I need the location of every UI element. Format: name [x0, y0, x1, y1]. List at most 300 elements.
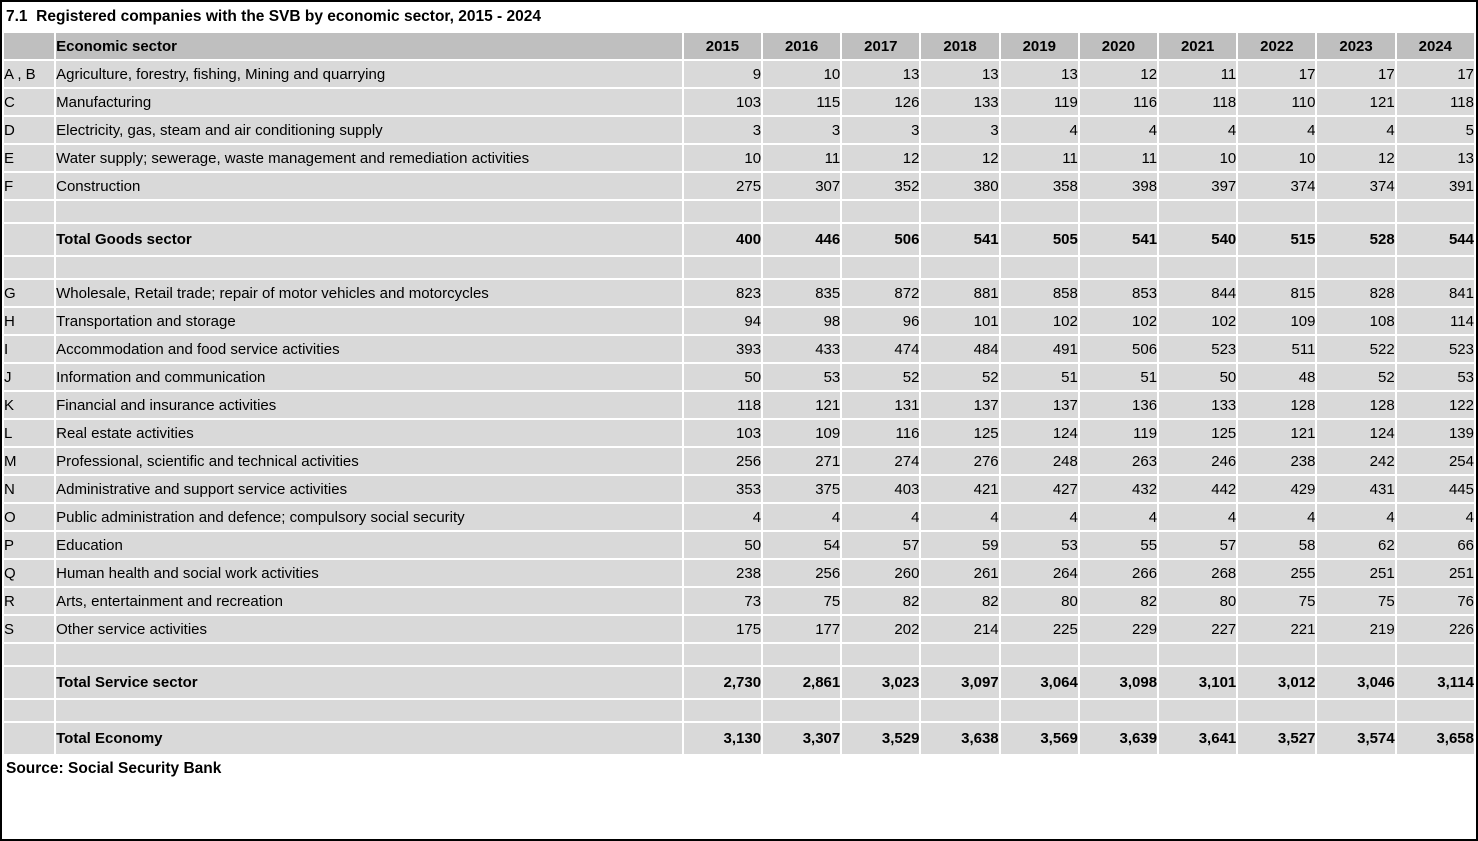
value-cell [763, 201, 840, 222]
value-cell: 263 [1080, 448, 1157, 474]
value-cell: 2,861 [763, 667, 840, 698]
value-cell: 11 [763, 145, 840, 171]
value-cell [684, 257, 761, 278]
value-cell: 57 [1159, 532, 1236, 558]
value-cell: 815 [1238, 280, 1315, 306]
value-cell: 48 [1238, 364, 1315, 390]
value-cell [1159, 700, 1236, 721]
value-cell: 522 [1317, 336, 1394, 362]
value-cell: 119 [1001, 89, 1078, 115]
value-cell: 828 [1317, 280, 1394, 306]
value-cell: 4 [763, 504, 840, 530]
value-cell: 307 [763, 173, 840, 199]
value-cell: 94 [684, 308, 761, 334]
value-cell: 58 [1238, 532, 1315, 558]
total-row [4, 224, 1474, 255]
value-cell: 4 [1238, 117, 1315, 143]
value-cell [684, 201, 761, 222]
sector-label-cell [56, 700, 682, 721]
value-cell: 53 [763, 364, 840, 390]
sector-code-cell [4, 257, 54, 278]
sector-label-cell: Arts, entertainment and recreation [56, 588, 682, 614]
value-cell: 109 [1238, 308, 1315, 334]
value-cell: 375 [763, 476, 840, 502]
value-cell: 103 [684, 89, 761, 115]
value-cell: 2,730 [684, 667, 761, 698]
value-cell: 266 [1080, 560, 1157, 586]
value-cell: 124 [1317, 420, 1394, 446]
value-cell: 76 [1397, 588, 1474, 614]
value-cell: 13 [1001, 61, 1078, 87]
value-cell: 66 [1397, 532, 1474, 558]
value-cell: 137 [921, 392, 998, 418]
value-cell: 506 [842, 224, 919, 255]
sector-code-cell: M [4, 448, 54, 474]
year-header-2022: 2022 [1238, 33, 1315, 59]
sector-label-cell: Total Goods sector [56, 224, 682, 255]
value-cell: 125 [1159, 420, 1236, 446]
value-cell: 3,569 [1001, 723, 1078, 754]
value-cell: 10 [1238, 145, 1315, 171]
spacer-row [4, 201, 1474, 222]
value-cell: 102 [1080, 308, 1157, 334]
value-cell [1238, 700, 1315, 721]
value-cell: 13 [842, 61, 919, 87]
value-cell: 175 [684, 616, 761, 642]
value-cell: 4 [921, 504, 998, 530]
value-cell: 3 [842, 117, 919, 143]
value-cell: 3,012 [1238, 667, 1315, 698]
value-cell: 3 [684, 117, 761, 143]
value-cell: 11 [1080, 145, 1157, 171]
value-cell: 53 [1001, 532, 1078, 558]
value-cell: 844 [1159, 280, 1236, 306]
value-cell [763, 257, 840, 278]
value-cell: 12 [1317, 145, 1394, 171]
value-cell: 445 [1397, 476, 1474, 502]
value-cell: 541 [1080, 224, 1157, 255]
table-row [4, 448, 1474, 474]
value-cell [1080, 257, 1157, 278]
sector-code-cell: D [4, 117, 54, 143]
table-row [4, 280, 1474, 306]
value-cell: 5 [1397, 117, 1474, 143]
value-cell: 274 [842, 448, 919, 474]
value-cell [1317, 644, 1394, 665]
value-cell: 116 [842, 420, 919, 446]
value-cell: 126 [842, 89, 919, 115]
spacer-row [4, 257, 1474, 278]
value-cell: 13 [1397, 145, 1474, 171]
value-cell: 474 [842, 336, 919, 362]
value-cell: 219 [1317, 616, 1394, 642]
year-header-2015: 2015 [684, 33, 761, 59]
sector-code-cell: O [4, 504, 54, 530]
value-cell: 114 [1397, 308, 1474, 334]
table-row [4, 532, 1474, 558]
value-cell: 75 [1317, 588, 1394, 614]
value-cell: 4 [1001, 117, 1078, 143]
spacer-row [4, 644, 1474, 665]
value-cell [1238, 257, 1315, 278]
value-cell: 255 [1238, 560, 1315, 586]
value-cell: 50 [684, 532, 761, 558]
value-cell [1397, 644, 1474, 665]
value-cell: 17 [1238, 61, 1315, 87]
economic-sector-header: Economic sector [56, 33, 682, 59]
value-cell [1317, 700, 1394, 721]
value-cell: 353 [684, 476, 761, 502]
value-cell: 3,307 [763, 723, 840, 754]
value-cell: 380 [921, 173, 998, 199]
value-cell: 3,046 [1317, 667, 1394, 698]
table-row [4, 145, 1474, 171]
value-cell: 523 [1397, 336, 1474, 362]
table-row [4, 588, 1474, 614]
value-cell: 50 [684, 364, 761, 390]
sector-label-cell: Administrative and support service activities [56, 476, 682, 502]
value-cell: 358 [1001, 173, 1078, 199]
sector-label-cell: Financial and insurance activities [56, 392, 682, 418]
spacer-row [4, 700, 1474, 721]
value-cell [1001, 700, 1078, 721]
value-cell: 54 [763, 532, 840, 558]
sector-label-cell: Water supply; sewerage, waste management and remediation activities [56, 145, 682, 171]
value-cell [684, 644, 761, 665]
value-cell: 275 [684, 173, 761, 199]
value-cell: 202 [842, 616, 919, 642]
table-row [4, 420, 1474, 446]
value-cell: 841 [1397, 280, 1474, 306]
value-cell: 403 [842, 476, 919, 502]
value-cell: 442 [1159, 476, 1236, 502]
value-cell: 96 [842, 308, 919, 334]
value-cell: 52 [1317, 364, 1394, 390]
value-cell: 118 [684, 392, 761, 418]
value-cell: 3,638 [921, 723, 998, 754]
value-cell: 3 [763, 117, 840, 143]
value-cell: 246 [1159, 448, 1236, 474]
table-row [4, 504, 1474, 530]
sector-label-cell: Electricity, gas, steam and air conditioning supply [56, 117, 682, 143]
value-cell [921, 700, 998, 721]
value-cell: 823 [684, 280, 761, 306]
value-cell: 4 [1317, 117, 1394, 143]
sector-label-cell [56, 257, 682, 278]
value-cell [842, 700, 919, 721]
value-cell: 427 [1001, 476, 1078, 502]
value-cell: 101 [921, 308, 998, 334]
value-cell [1159, 257, 1236, 278]
value-cell [1238, 644, 1315, 665]
value-cell: 853 [1080, 280, 1157, 306]
sector-label-cell: Public administration and defence; compulsory social security [56, 504, 682, 530]
sector-code-cell [4, 224, 54, 255]
sector-code-cell: F [4, 173, 54, 199]
sector-label-cell: Transportation and storage [56, 308, 682, 334]
value-cell: 515 [1238, 224, 1315, 255]
sector-label-cell: Total Service sector [56, 667, 682, 698]
table-row [4, 336, 1474, 362]
sector-code-cell [4, 700, 54, 721]
sector-label-cell: Total Economy [56, 723, 682, 754]
value-cell: 544 [1397, 224, 1474, 255]
value-cell: 73 [684, 588, 761, 614]
value-cell: 109 [763, 420, 840, 446]
value-cell: 271 [763, 448, 840, 474]
sector-label-cell: Accommodation and food service activities [56, 336, 682, 362]
value-cell: 12 [842, 145, 919, 171]
value-cell: 511 [1238, 336, 1315, 362]
value-cell [842, 257, 919, 278]
value-cell: 393 [684, 336, 761, 362]
sector-code-cell: S [4, 616, 54, 642]
value-cell [1080, 201, 1157, 222]
sector-label-cell: Professional, scientific and technical activities [56, 448, 682, 474]
value-cell: 57 [842, 532, 919, 558]
value-cell: 4 [1238, 504, 1315, 530]
value-cell: 131 [842, 392, 919, 418]
value-cell: 3,023 [842, 667, 919, 698]
value-cell [921, 201, 998, 222]
value-cell: 3,130 [684, 723, 761, 754]
table-row [4, 308, 1474, 334]
value-cell: 4 [1080, 504, 1157, 530]
value-cell: 137 [1001, 392, 1078, 418]
value-cell: 136 [1080, 392, 1157, 418]
value-cell: 251 [1317, 560, 1394, 586]
sector-label-cell: Construction [56, 173, 682, 199]
value-cell: 53 [1397, 364, 1474, 390]
value-cell: 431 [1317, 476, 1394, 502]
value-cell: 125 [921, 420, 998, 446]
value-cell: 75 [763, 588, 840, 614]
value-cell: 484 [921, 336, 998, 362]
table-row [4, 560, 1474, 586]
value-cell: 10 [684, 145, 761, 171]
value-cell: 276 [921, 448, 998, 474]
value-cell: 491 [1001, 336, 1078, 362]
sector-code-cell: C [4, 89, 54, 115]
value-cell: 12 [1080, 61, 1157, 87]
year-header-2016: 2016 [763, 33, 840, 59]
sector-code-cell: G [4, 280, 54, 306]
value-cell: 62 [1317, 532, 1394, 558]
value-cell [921, 257, 998, 278]
sector-code-cell: A , B [4, 61, 54, 87]
value-cell: 4 [684, 504, 761, 530]
value-cell: 248 [1001, 448, 1078, 474]
value-cell: 110 [1238, 89, 1315, 115]
sector-code-cell: I [4, 336, 54, 362]
year-header-2020: 2020 [1080, 33, 1157, 59]
table-row [4, 364, 1474, 390]
value-cell: 121 [763, 392, 840, 418]
sector-label-cell [56, 201, 682, 222]
value-cell: 256 [684, 448, 761, 474]
sector-label-cell: Other service activities [56, 616, 682, 642]
value-cell: 52 [842, 364, 919, 390]
value-cell: 51 [1080, 364, 1157, 390]
year-header-2019: 2019 [1001, 33, 1078, 59]
value-cell: 505 [1001, 224, 1078, 255]
value-cell: 3,101 [1159, 667, 1236, 698]
value-cell: 260 [842, 560, 919, 586]
value-cell: 352 [842, 173, 919, 199]
value-cell [1397, 257, 1474, 278]
value-cell: 80 [1159, 588, 1236, 614]
value-cell: 881 [921, 280, 998, 306]
year-header-2017: 2017 [842, 33, 919, 59]
value-cell: 4 [1159, 117, 1236, 143]
value-cell: 261 [921, 560, 998, 586]
value-cell: 374 [1317, 173, 1394, 199]
sector-label-cell: Information and communication [56, 364, 682, 390]
value-cell: 103 [684, 420, 761, 446]
value-cell: 242 [1317, 448, 1394, 474]
value-cell: 80 [1001, 588, 1078, 614]
page-title: 7.1 Registered companies with the SVB by economic sector, 2015 - 2024 [6, 8, 541, 25]
source-note: Source: Social Security Bank [6, 760, 222, 777]
value-cell: 133 [1159, 392, 1236, 418]
value-cell: 541 [921, 224, 998, 255]
value-cell: 3,098 [1080, 667, 1157, 698]
value-cell: 115 [763, 89, 840, 115]
value-cell: 268 [1159, 560, 1236, 586]
value-cell: 214 [921, 616, 998, 642]
value-cell: 397 [1159, 173, 1236, 199]
value-cell: 374 [1238, 173, 1315, 199]
sector-label-cell: Agriculture, forestry, fishing, Mining and quarrying [56, 61, 682, 87]
value-cell [1080, 644, 1157, 665]
value-cell [1001, 257, 1078, 278]
sector-code-cell [4, 723, 54, 754]
total-row [4, 667, 1474, 698]
value-cell: 9 [684, 61, 761, 87]
value-cell: 858 [1001, 280, 1078, 306]
value-cell: 872 [842, 280, 919, 306]
value-cell [684, 700, 761, 721]
table-row [4, 117, 1474, 143]
value-cell: 3,641 [1159, 723, 1236, 754]
value-cell [1238, 201, 1315, 222]
sector-label-cell [56, 644, 682, 665]
value-cell: 102 [1159, 308, 1236, 334]
sector-code-cell [4, 644, 54, 665]
value-cell: 238 [684, 560, 761, 586]
value-cell: 17 [1397, 61, 1474, 87]
year-header-2018: 2018 [921, 33, 998, 59]
value-cell: 133 [921, 89, 998, 115]
value-cell [1397, 201, 1474, 222]
table-row [4, 89, 1474, 115]
value-cell: 225 [1001, 616, 1078, 642]
value-cell: 118 [1397, 89, 1474, 115]
sector-label-cell: Wholesale, Retail trade; repair of motor vehicles and motorcycles [56, 280, 682, 306]
value-cell: 13 [921, 61, 998, 87]
sector-code-cell: E [4, 145, 54, 171]
sector-code-cell: H [4, 308, 54, 334]
value-cell: 118 [1159, 89, 1236, 115]
value-cell: 835 [763, 280, 840, 306]
value-cell: 4 [1080, 117, 1157, 143]
value-cell: 446 [763, 224, 840, 255]
value-cell: 227 [1159, 616, 1236, 642]
value-cell: 177 [763, 616, 840, 642]
value-cell: 3,639 [1080, 723, 1157, 754]
value-cell: 55 [1080, 532, 1157, 558]
sector-table [2, 31, 1476, 756]
value-cell: 52 [921, 364, 998, 390]
value-cell: 256 [763, 560, 840, 586]
value-cell [1080, 700, 1157, 721]
value-cell: 400 [684, 224, 761, 255]
value-cell: 124 [1001, 420, 1078, 446]
sector-code-cell: Q [4, 560, 54, 586]
value-cell [921, 644, 998, 665]
year-header-2021: 2021 [1159, 33, 1236, 59]
value-cell: 75 [1238, 588, 1315, 614]
value-cell: 10 [1159, 145, 1236, 171]
value-cell: 3,658 [1397, 723, 1474, 754]
value-cell: 12 [921, 145, 998, 171]
value-cell: 121 [1317, 89, 1394, 115]
value-cell [763, 700, 840, 721]
value-cell: 102 [1001, 308, 1078, 334]
value-cell: 506 [1080, 336, 1157, 362]
value-cell: 254 [1397, 448, 1474, 474]
value-cell [1397, 700, 1474, 721]
table-row [4, 61, 1474, 87]
total-row [4, 723, 1474, 754]
value-cell: 82 [1080, 588, 1157, 614]
value-cell: 540 [1159, 224, 1236, 255]
value-cell: 429 [1238, 476, 1315, 502]
sector-label-cell: Education [56, 532, 682, 558]
value-cell: 3 [921, 117, 998, 143]
value-cell [1159, 201, 1236, 222]
corner-cell [4, 33, 54, 59]
value-cell: 4 [1397, 504, 1474, 530]
sector-code-cell: R [4, 588, 54, 614]
value-cell [1001, 644, 1078, 665]
value-cell: 251 [1397, 560, 1474, 586]
value-cell: 4 [1317, 504, 1394, 530]
year-header-2023: 2023 [1317, 33, 1394, 59]
value-cell: 432 [1080, 476, 1157, 502]
value-cell: 3,114 [1397, 667, 1474, 698]
value-cell: 128 [1238, 392, 1315, 418]
value-cell: 4 [1159, 504, 1236, 530]
value-cell: 421 [921, 476, 998, 502]
value-cell: 3,064 [1001, 667, 1078, 698]
value-cell: 59 [921, 532, 998, 558]
value-cell: 11 [1001, 145, 1078, 171]
value-cell: 98 [763, 308, 840, 334]
table-header-row [4, 33, 1474, 59]
value-cell [842, 644, 919, 665]
value-cell: 82 [842, 588, 919, 614]
value-cell: 221 [1238, 616, 1315, 642]
sector-code-cell [4, 201, 54, 222]
value-cell: 391 [1397, 173, 1474, 199]
value-cell: 238 [1238, 448, 1315, 474]
sector-code-cell [4, 667, 54, 698]
table-row [4, 616, 1474, 642]
value-cell: 17 [1317, 61, 1394, 87]
value-cell: 3,574 [1317, 723, 1394, 754]
value-cell: 128 [1317, 392, 1394, 418]
